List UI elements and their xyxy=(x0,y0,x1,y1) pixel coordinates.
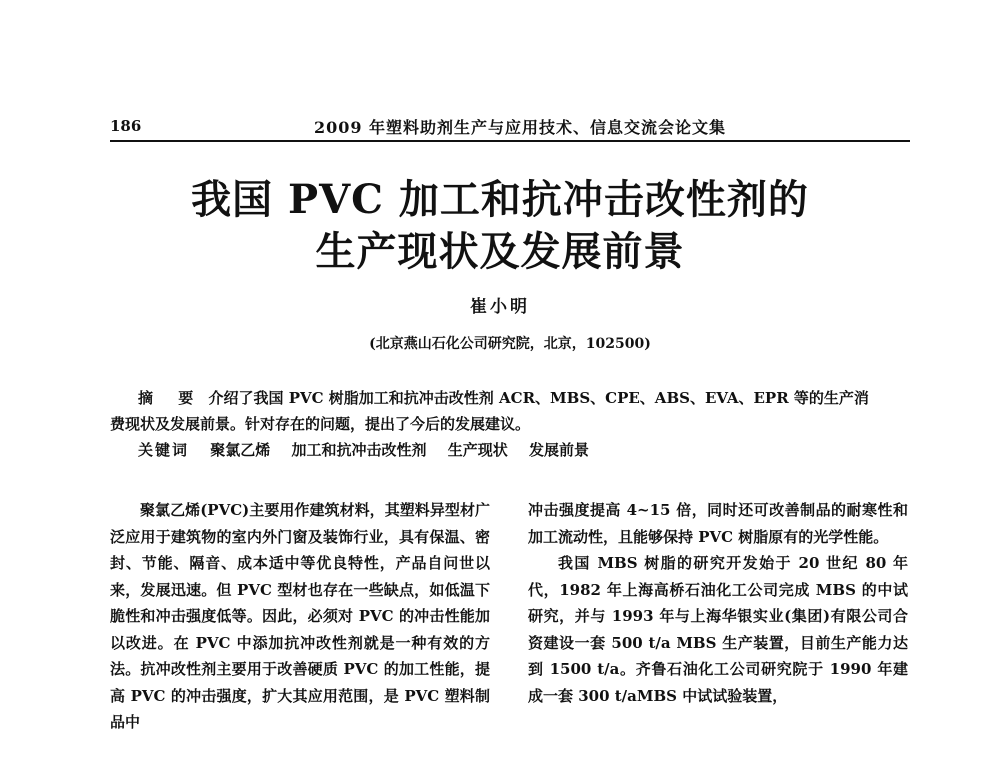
abstract-text-2: 费现状及发展前景。针对存在的问题，提出了今后的发展建议。 xyxy=(110,415,531,433)
title-line-2: 生产现状及发展前景 xyxy=(315,228,685,275)
body-paragraph: 我国 MBS 树脂的研究开发始于 20 世纪 80 年代，1982 年上海高桥石油化工公司完成 MBS 的中试研究，并与 1993 年与上海华银实业(集团)有限公司合资建设一套 500 t/a MBS 生产装置，目前生产能力达到 1500 t/a。齐鲁石油化工公司研究院于 1990 年建成一套 300 t/aMBS 中试试验装置， xyxy=(528,554,908,705)
body-paragraph: 冲击强度提高 4~15 倍，同时还可改善制品的耐寒性和加工流动性，且能够保持 PVC 树脂原有的光学性能。 xyxy=(528,501,908,546)
page-number: 186 xyxy=(110,117,142,135)
body-column-left xyxy=(110,497,490,736)
keyword: 发展前景 xyxy=(529,441,590,459)
body-column-right xyxy=(528,497,908,709)
header-rule xyxy=(110,140,910,142)
title-line-1: 我国 PVC 加工和抗冲击改性剂的 xyxy=(191,176,809,223)
abstract-label: 摘 要 xyxy=(138,389,204,407)
abstract-text-1: 介绍了我国 PVC 树脂加工和抗冲击改性剂 ACR、MBS、CPE、ABS、EVA、EPR 等的生产消 xyxy=(208,389,869,407)
abstract xyxy=(110,385,910,463)
abstract-line-2 xyxy=(110,411,910,437)
author: 崔小明 xyxy=(470,297,530,317)
keyword: 聚氯乙烯 xyxy=(210,441,271,459)
keywords-line xyxy=(110,437,910,463)
body-paragraph: 聚氯乙烯(PVC)主要用作建筑材料，其塑料异型材广泛应用于建筑物的室内外门窗及装饰行业，具有保温、密封、节能、隔音、成本适中等优良特性，产品自问世以来，发展迅速。但 PVC 型材也存在一些缺点，如低温下脆性和冲击强度低等。因此，必须对 PVC 的冲击性能加以改进。在 PVC 中添加抗冲改性剂就是一种有效的方法。抗冲改性剂主要用于改善硬质 PVC 的加工性能，提高 PVC 的冲击强度，扩大其应用范围，是 PVC 塑料制品中 xyxy=(110,501,490,731)
abstract-line-1 xyxy=(110,385,910,411)
running-header: 2009 年塑料助剂生产与应用技术、信息交流会论文集 xyxy=(313,118,727,137)
keyword: 加工和抗冲击改性剂 xyxy=(291,441,427,459)
affiliation: (北京燕山石化公司研究院，北京，102500) xyxy=(369,336,651,352)
keywords-label: 关键词 xyxy=(138,441,190,459)
keyword: 生产现状 xyxy=(447,441,508,459)
